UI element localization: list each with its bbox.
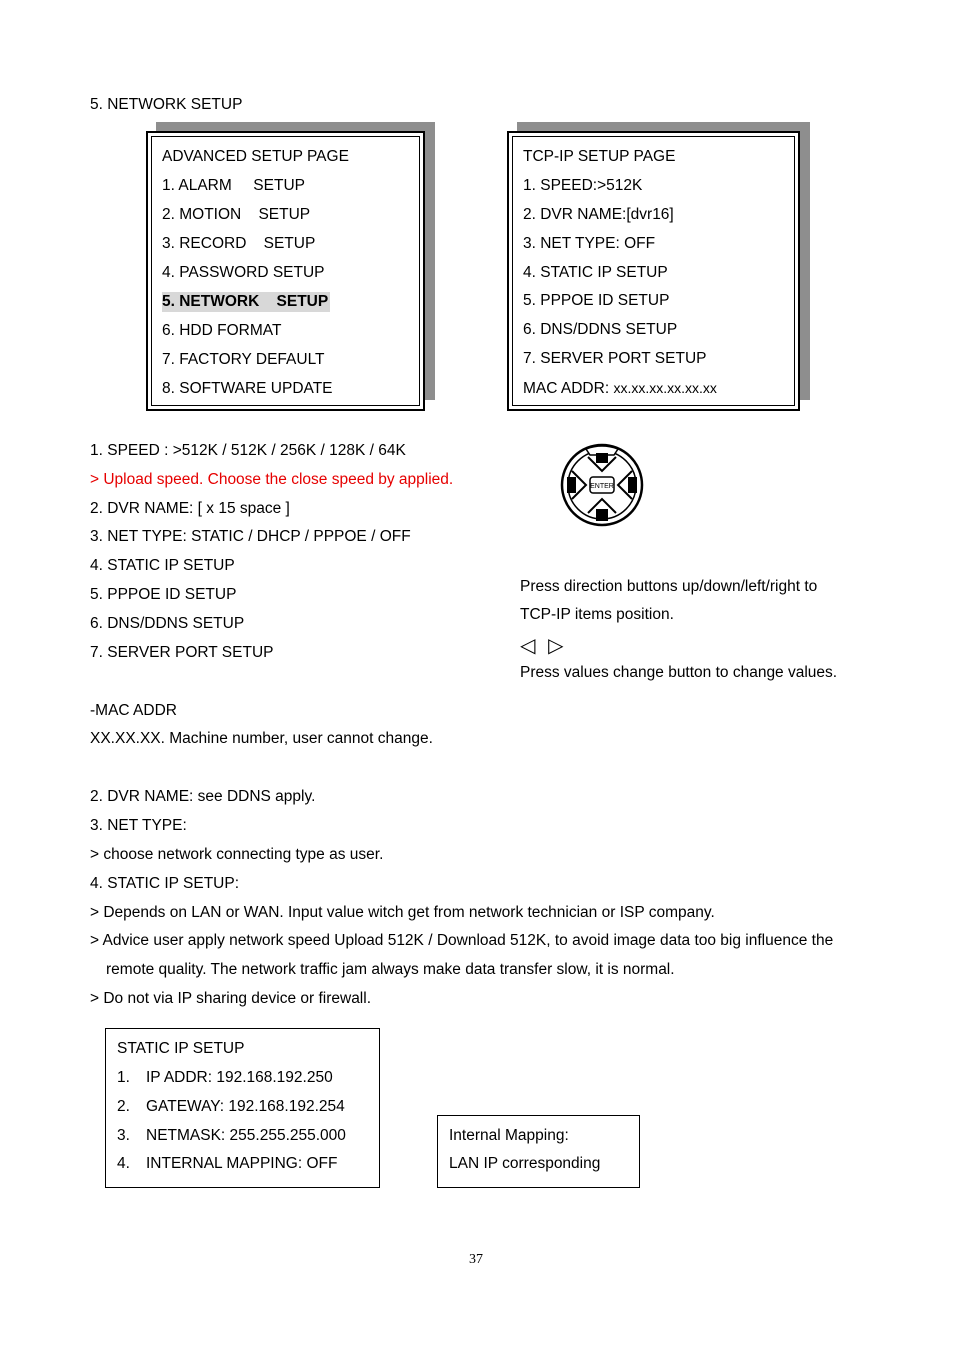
box-title: STATIC IP SETUP [117,1040,245,1057]
menu-title: TCP-IP SETUP PAGE [523,148,676,165]
note-static-ip-text-1: > Depends on LAN or WAN. Input value witch get from network technician or ISP company. [90,904,715,921]
section-title: 5. NETWORK SETUP [90,96,243,113]
mapping-line-1: Internal Mapping: [449,1127,569,1144]
note-net-type-text: > choose network connecting type as user. [90,846,384,863]
menu-item-net-type[interactable]: 3. NET TYPE: OFF [523,235,656,252]
menu-item-hdd-format[interactable]: 6. HDD FORMAT [162,322,282,339]
menu-item-dns-ddns[interactable]: 6. DNS/DDNS SETUP [523,321,678,338]
static-ip-setup-box [105,1028,380,1188]
static-ip-item: 4. INTERNAL MAPPING: OFF [117,1155,338,1172]
direction-pad-icon [560,441,644,529]
static-ip-item: 3. NETMASK: 255.255.255.000 [117,1127,346,1144]
menu-item-record[interactable]: 3. RECORD SETUP [162,235,316,252]
option-server-port: 7. SERVER PORT SETUP [90,644,274,661]
dpad-center-label: ENTER [590,483,614,490]
menu-item-dvr-name[interactable]: 2. DVR NAME:[dvr16] [523,206,674,223]
option-speed-note: > Upload speed. Choose the close speed by applied. [90,471,454,488]
mac-text: XX.XX.XX. Machine number, user cannot change. [90,730,433,747]
instruction-line-1: Press direction buttons up/down/left/right to [520,578,818,595]
note-static-ip-heading: 4. STATIC IP SETUP: [90,875,240,892]
menu-item-pppoe-id[interactable]: 5. PPPOE ID SETUP [523,292,670,309]
menu-item-server-port[interactable]: 7. SERVER PORT SETUP [523,350,707,367]
menu-item-static-ip[interactable]: 4. STATIC IP SETUP [523,264,668,281]
mac-label: MAC ADDR: [523,380,614,397]
menu-item-speed[interactable]: 1. SPEED:>512K [523,177,643,194]
menu-item-alarm[interactable]: 1. ALARM SETUP [162,177,305,194]
note-static-ip-text-2: > Advice user apply network speed Upload 512K / Download 512K, to avoid image data too big influence the [90,932,834,949]
note-net-type-heading: 3. NET TYPE: [90,817,187,834]
static-ip-item: 1. IP ADDR: 192.168.192.250 [117,1069,333,1086]
instruction-line-3: Press values change button to change values. [520,664,838,681]
menu-title: ADVANCED SETUP PAGE [162,148,349,165]
menu-item-motion[interactable]: 2. MOTION SETUP [162,206,311,223]
option-dns-ddns: 6. DNS/DDNS SETUP [90,615,245,632]
static-ip-item: 2. GATEWAY: 192.168.192.254 [117,1098,345,1115]
menu-item-password[interactable]: 4. PASSWORD SETUP [162,264,325,281]
option-speed: 1. SPEED : >512K / 512K / 256K / 128K / 64K [90,442,406,459]
menu-item-mac-addr [523,378,717,399]
option-dvr-name: 2. DVR NAME: [ x 15 space ] [90,500,290,517]
note-static-ip-text-3: remote quality. The network traffic jam always make data transfer slow, it is normal. [106,961,675,978]
note-static-ip-text-4: > Do not via IP sharing device or firewall. [90,990,372,1007]
page-number: 37 [469,1252,483,1267]
mapping-line-2: LAN IP corresponding [449,1155,601,1172]
instruction-line-2: TCP-IP items position. [520,606,674,623]
menu-item-software-update[interactable]: 8. SOFTWARE UPDATE [162,380,333,397]
option-pppoe-id: 5. PPPOE ID SETUP [90,586,237,603]
menu-item-network-selected[interactable]: 5. NETWORK SETUP [162,293,329,310]
left-right-arrows-icon: ◁ ▷ [520,633,564,657]
mac-heading: -MAC ADDR [90,702,177,719]
mac-value: xx.xx.xx.xx.xx.xx [613,380,717,396]
option-net-type: 3. NET TYPE: STATIC / DHCP / PPPOE / OFF [90,528,411,545]
menu-item-factory-default[interactable]: 7. FACTORY DEFAULT [162,351,325,368]
internal-mapping-box [437,1115,640,1188]
note-dvr-name: 2. DVR NAME: see DDNS apply. [90,788,316,805]
option-static-ip: 4. STATIC IP SETUP [90,557,235,574]
